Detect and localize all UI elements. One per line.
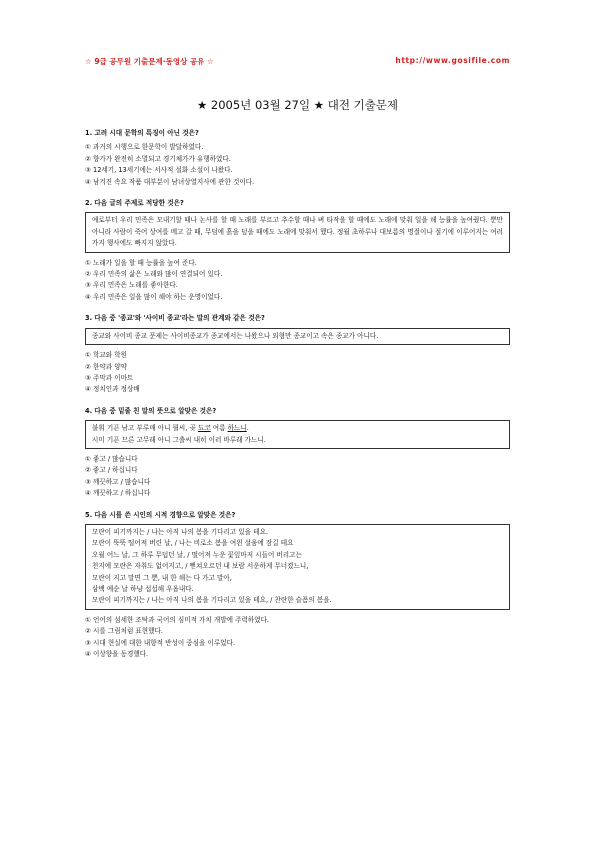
- option-1: ① 노래가 일을 할 때 능률을 높여 준다.: [85, 258, 197, 267]
- question-2: [85, 198, 510, 303]
- option-3: ③ 우리 민족은 노래를 좋아한다.: [85, 281, 178, 290]
- passage-text: 종교와 사이비 종교 문제는 사이비종교가 종교에서는 나왔으나 외형만 종교이고 속은 종교가 아니다.: [92, 331, 379, 340]
- poem-line: 천지에 모란은 자취도 없어지고, / 뻗쳐오르던 내 보람 서운하게 무너졌느니,: [92, 562, 309, 571]
- poem-box: [85, 524, 510, 610]
- option-2: ② 우리 민족의 삶은 노래와 많이 연결되어 있다.: [85, 270, 223, 279]
- option-1: ① 과거의 시행으로 한문학이 발달하였다.: [85, 143, 204, 152]
- passage-text: .: [246, 424, 249, 433]
- passage-box: [85, 212, 510, 252]
- question-3: [85, 313, 510, 395]
- option-1: ① 언어의 섬세한 조탁과 국어의 심미적 가치 개발에 주력하였다.: [85, 615, 270, 624]
- header-caption: ☆ 9급 공무원 기출문제·동영상 공유 ☆: [85, 57, 214, 66]
- option-4: ④ 정치인과 정상배: [85, 385, 140, 394]
- passage-text: 불휘 기픈 남고 부루매 아니 뮐씨, 곶: [92, 424, 198, 433]
- question-title: 3. 다음 중 '종교'와 '사이비 종교'라는 말의 관계와 같은 것은?: [85, 314, 265, 323]
- passage-text: 여름: [210, 424, 228, 433]
- question-5: [85, 510, 510, 661]
- option-3: ③ 시대 현실에 대한 내향적 반성이 중심을 이루었다.: [85, 638, 236, 647]
- underlined-word-1: 됴코: [197, 424, 211, 433]
- option-4: ④ 남겨진 속요 작품 대부분이 남녀상열지사에 관한 것이다.: [85, 177, 255, 186]
- passage-line-1: [92, 423, 503, 434]
- question-4: [85, 406, 510, 500]
- option-2: ② 한약과 양약: [85, 362, 127, 371]
- question-title: 5. 다음 시를 쓴 시인의 시적 경향으로 알맞은 것은?: [85, 510, 236, 519]
- option-4: ④ 우리 민족은 일을 많이 해야 하는 운명이었다.: [85, 292, 223, 301]
- option-3: ③ 깨끗하고 / 많습니다: [85, 477, 151, 486]
- option-4: ④ 이상향을 동경했다.: [85, 650, 149, 659]
- question-title: 2. 다음 글의 주제로 적당한 것은?: [85, 199, 184, 208]
- passage-text: 예로부터 우리 민족은 모내기할 때나 논사를 할 때 노래를 부르고 추수할 때나 벼 타작을 할 때에도 노래에 맞춰 일을 해 능률을 높여줬다. 뿐만 아니라 사람이 죽어 상여를 메고 갈 때, 무덤에 흙을 덮을 때에도 노래에 맞춰서 했다. 정월 초하루나 대보름의 명절이나 절기에 이루어지는 여러 가지 행사에도 빠지지 않았다.: [92, 216, 503, 248]
- poem-line: 모란이 뚝뚝 떨어져 버린 날, / 나는 비로소 봄을 여읜 설움에 잠길 테요: [92, 539, 294, 548]
- option-2: ② 좋고 / 하십니다: [85, 466, 138, 475]
- question-title: 1. 고려 시대 문학의 특징이 아닌 것은?: [85, 129, 199, 137]
- passage-box: [85, 328, 510, 345]
- poem-line: 모란이 피기까지는 / 나는 아직 나의 봄을 기다리고 있을 테요.: [92, 527, 269, 536]
- question-1: [85, 128, 510, 188]
- passage-line-2: 시미 기픈 므른 고무래 아니 그츨씨 내히 이러 바루래 가느니.: [92, 435, 266, 444]
- poem-line: 삼백 예순 날 하냥 섭섭해 우옵내다.: [92, 585, 194, 593]
- page-header: [85, 56, 510, 70]
- option-3: ③ 12세기, 13세기에는 서사적 설화 소설이 나왔다.: [85, 166, 233, 175]
- poem-line: 모란이 피기까지는 / 나는 아직 나의 봄을 기다리고 있을 테요, / 찬란한 슬픔의 봄을.: [92, 596, 332, 605]
- option-4: ④ 깨끗하고 / 하십니다: [85, 489, 151, 498]
- option-1: ① 좋고 / 많습니다: [85, 454, 138, 463]
- option-2: ② 시를 그림처럼 표현했다.: [85, 627, 163, 636]
- question-title: 4. 다음 중 밑줄 친 말의 뜻으로 알맞은 것은?: [85, 406, 217, 415]
- option-3: ③ 주막과 이마트: [85, 373, 134, 382]
- option-2: ② 향가가 완전히 소멸되고 경기체가가 유행하였다.: [85, 154, 231, 163]
- underlined-word-2: 하느니: [227, 424, 247, 433]
- option-1: ① 학교와 학원: [85, 351, 127, 360]
- exam-content: [85, 128, 510, 670]
- poem-line: 모란이 지고 말면 그 뿐, 내 한 해는 다 가고 말아,: [92, 573, 232, 582]
- passage-box: [85, 420, 510, 449]
- poem-line: 오월 어느 날, 그 하루 무덥던 날, / 떨어져 누운 꽃잎마저 시들어 버리고는: [92, 550, 302, 559]
- page-title: ★ 2005년 03월 27일 ★ 대전 기출문제: [196, 98, 399, 112]
- header-url[interactable]: http://www.gosifile.com: [395, 56, 510, 65]
